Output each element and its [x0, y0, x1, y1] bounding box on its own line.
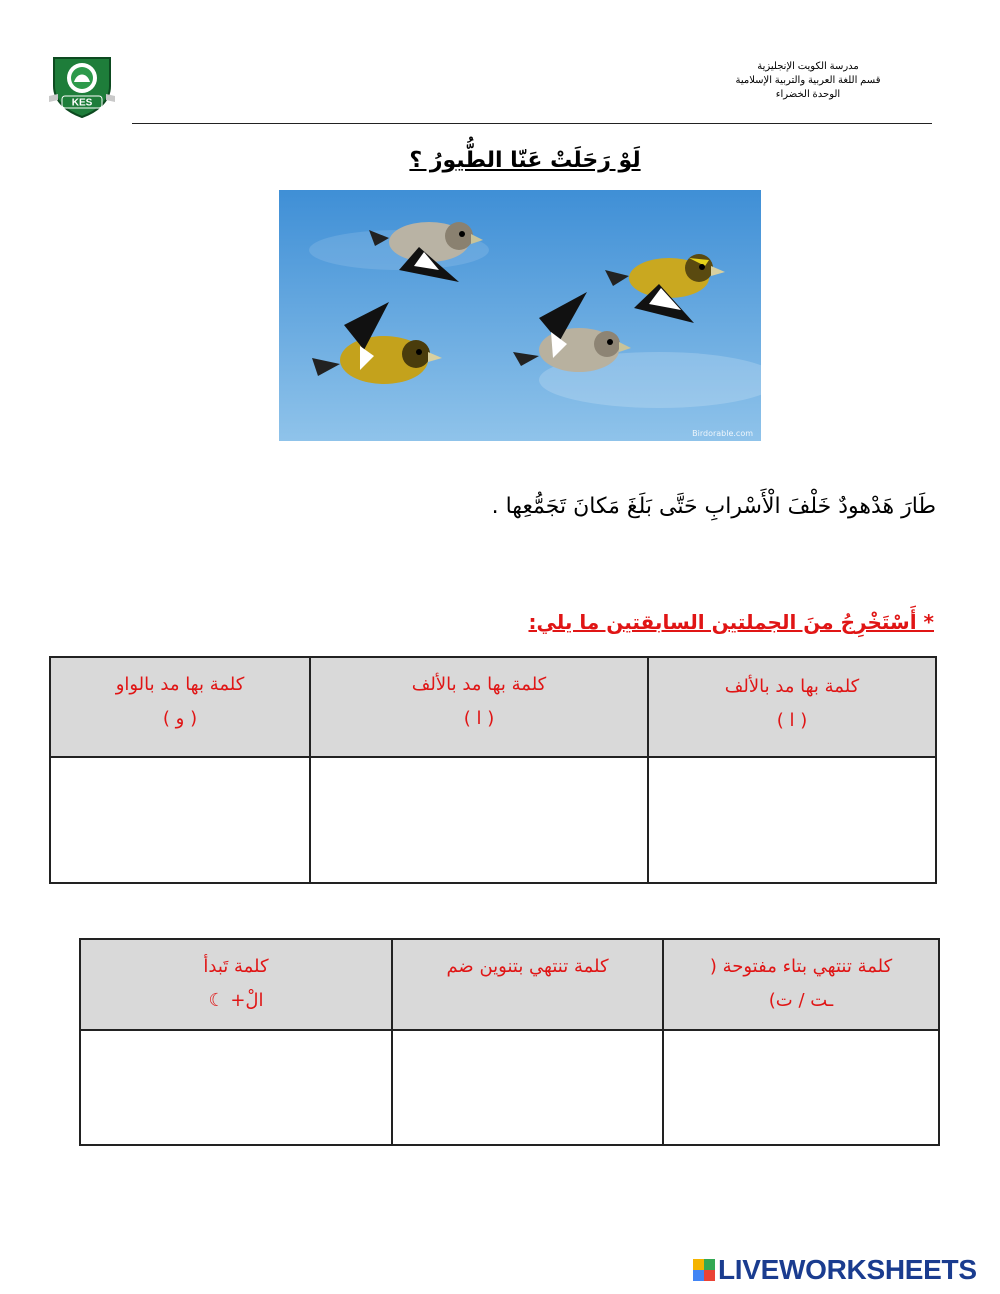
table1-header-sub: ( و ) [162, 708, 198, 729]
unit-name: الوحدة الخضراء [775, 89, 841, 100]
table2-answer-tanween[interactable] [392, 1030, 663, 1145]
table1-header-sub: ( ا ) [463, 708, 495, 729]
table2-header-label: كلمة تَبدأ [203, 956, 269, 977]
table1-header-alif-2 [310, 657, 648, 757]
worksheet-title: لَوْ رَحَلَتْ عَنّا الطُّيورُ ؟ [409, 148, 641, 173]
logo-text: KES [71, 97, 93, 109]
table1-header-label: كلمة بها مد بالألف [411, 674, 547, 695]
table1-answer-waw[interactable] [50, 757, 310, 883]
table1-answer-alif-2[interactable] [310, 757, 648, 883]
reading-sentence: طَارَ هَدْهودٌ خَلْفَ الْأَسْرابِ حَتَّى بَلَغَ مَكانَ تَجَمُّعِها . [491, 494, 936, 519]
birds-illustration [279, 190, 761, 441]
table2-header-label: كلمة تنتهي بتنوين ضم [446, 956, 609, 977]
school-name: مدرسة الكويت الإنجليزية [757, 61, 859, 72]
table2-answer-al[interactable] [80, 1030, 392, 1145]
liveworksheets-brand[interactable] [693, 1254, 977, 1286]
school-logo [48, 52, 116, 118]
exercise-instruction: * أَسْتَخْرِجُ منَ الجملتين السابقتين ما يلي: [528, 610, 934, 634]
table1-answer-alif-1[interactable] [648, 757, 936, 883]
school-info [678, 60, 938, 102]
table1-header-label: كلمة بها مد بالواو [115, 674, 245, 695]
table1-header-alif-1 [648, 657, 936, 757]
table2-header-sub: ـت / ت) [768, 990, 834, 1011]
brand-name: LIVEWORKSHEETS [718, 1254, 977, 1285]
department-name: قسم اللغة العربية والتربية الإسلامية [735, 75, 881, 86]
table1-header-label: كلمة بها مد بالألف [724, 676, 860, 697]
table1-header-waw [50, 657, 310, 757]
table2-header-label: كلمة تنتهي بتاء مفتوحة ( [709, 956, 893, 977]
header-divider [132, 123, 932, 124]
table2-header-tanween [392, 939, 663, 1030]
extraction-table-1 [49, 656, 937, 884]
table1-header-sub: ( ا ) [776, 710, 808, 731]
liveworksheets-logo-icon [693, 1259, 715, 1281]
table2-header-al [80, 939, 392, 1030]
table2-header-sub: الْ+ ☾ [208, 990, 264, 1011]
table2-header-open-taa [663, 939, 939, 1030]
extraction-table-2 [79, 938, 940, 1146]
table2-answer-open-taa[interactable] [663, 1030, 939, 1145]
image-watermark: Birdorable.com [692, 429, 753, 438]
